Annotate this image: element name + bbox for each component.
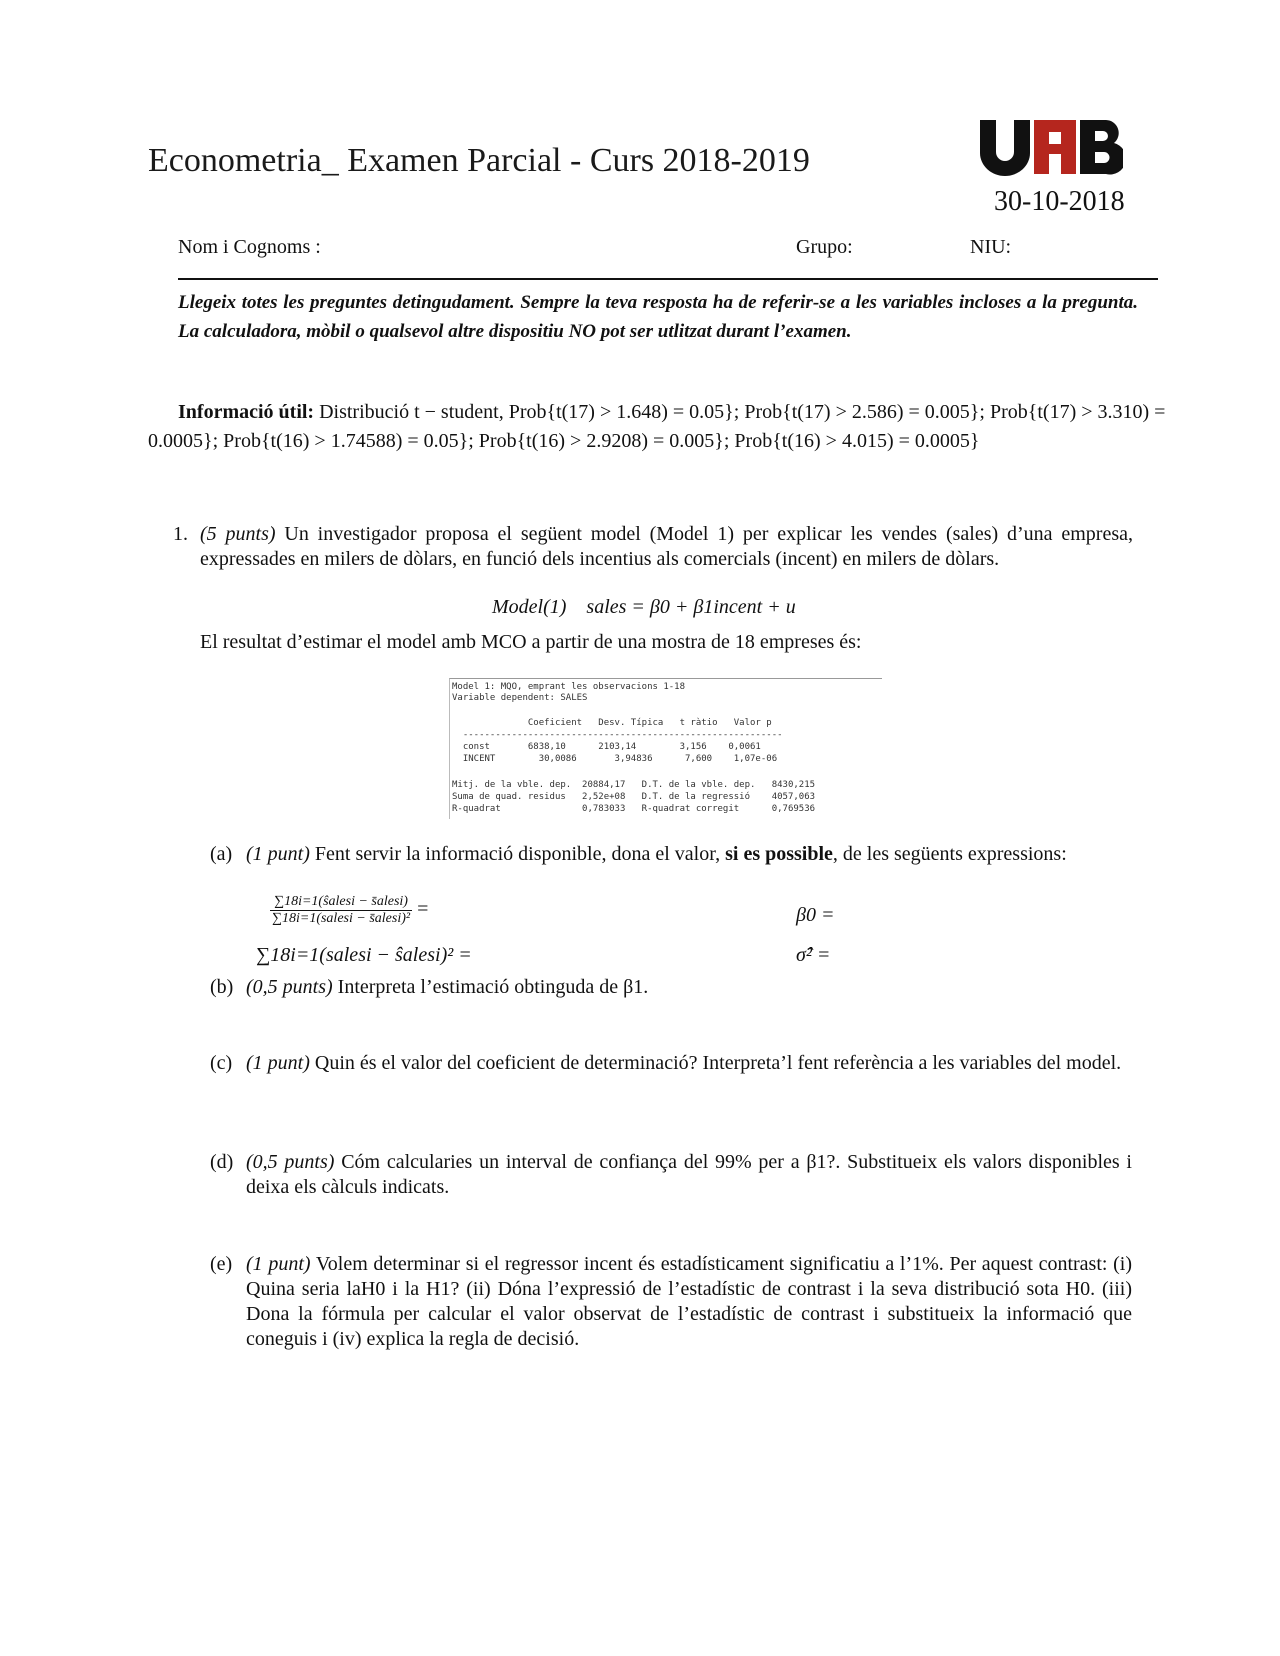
- exam-date: 30-10-2018: [994, 186, 1125, 217]
- output-col-headers: Coeficient Desv. Típica t ràtio Valor p: [452, 718, 772, 728]
- subquestion-b: [210, 975, 1132, 1000]
- formula-r2-ratio: [270, 894, 428, 927]
- output-row-const: const 6838,10 2103,14 3,156 0,0061: [452, 742, 761, 752]
- subquestion-label: (b): [210, 976, 234, 998]
- niu-field-label: NIU:: [970, 236, 1012, 258]
- question-text: Un investigador proposa el següent model (Model 1) per explicar les vendes (sales) d’una empresa, expressades en milers de dòlars, en funció dels incentius als comercials (incent) en milers de dòlars.: [200, 523, 1134, 570]
- exam-instructions: Llegeix totes les preguntes detingudament. Sempre la teva resposta ha de referir-se a les variables incloses a la pregunta. La calculadora, mòbil o qualsevol altre dispositiu NO pot ser utlitzat durant l’examen.: [178, 292, 1138, 342]
- subquestion-label: (e): [210, 1253, 233, 1275]
- subquestion-bold-text: si es possible: [725, 843, 833, 865]
- output-stats-3: R-quadrat 0,783033 R-quadrat corregit 0,769536: [452, 804, 816, 814]
- question-1: [173, 522, 1133, 572]
- exam-title: Econometria_ Examen Parcial - Curs 2018-2019: [148, 142, 810, 179]
- subquestion-text: Interpreta l’estimació obtinguda de β1.: [337, 976, 649, 998]
- useful-info-label: Informació útil:: [178, 401, 315, 423]
- output-stats-2: Suma de quad. residus 2,52e+08 D.T. de la regressió 4057,063: [452, 792, 816, 802]
- subquestion-d: [210, 1150, 1132, 1200]
- subquestion-points: (1 punt): [246, 1052, 310, 1074]
- formula-beta0: β0 =: [796, 904, 835, 926]
- subquestion-points: (1 punt): [246, 843, 310, 865]
- ratio-numerator: ∑18i=1(ŝalesi − s̄alesi): [270, 894, 412, 911]
- output-stats-1: Mitj. de la vble. dep. 20884,17 D.T. de la vble. dep. 8430,215: [452, 780, 816, 790]
- question-points: (5 punts): [200, 523, 276, 545]
- subquestion-label: (a): [210, 843, 233, 865]
- subquestion-label: (d): [210, 1151, 234, 1173]
- group-field-label: Grupo:: [796, 236, 853, 258]
- subquestion-text: Fent servir la informació disponible, dona el valor,: [314, 843, 721, 865]
- uab-logo: [978, 118, 1123, 176]
- output-row-incent: INCENT 30,0086 3,94836 7,600 1,07e-06: [452, 754, 778, 764]
- output-line-depvar: Variable dependent: SALES: [452, 693, 588, 703]
- subquestion-points: (0,5 punts): [246, 976, 333, 998]
- regression-output: [449, 678, 882, 819]
- subquestion-text: Volem determinar si el regressor incent és estadísticament significatiu a l’1%. Per aquest contrast: (i) Quina seria laH0 i la H1? (ii) Dóna l’expressió de l’estadístic de contrast i la seva distribució sota H0. (iii) Dona la fórmula per calcular el valor observat de l’estadístic de contrast i substitueix la informació que coneguis i (iv) explica la regla de decisió.: [246, 1253, 1132, 1350]
- model-equation: [492, 596, 796, 619]
- useful-info: [148, 398, 1208, 456]
- model-formula: sales = β0 + β1incent + u: [586, 596, 796, 618]
- subquestion-e: [210, 1252, 1132, 1352]
- subquestion-points: (0,5 punts): [246, 1151, 335, 1173]
- subquestion-points: (1 punt): [246, 1253, 311, 1275]
- subquestion-c: [210, 1051, 1132, 1076]
- header-divider: [178, 278, 1158, 280]
- logo-text: UAB: [978, 118, 981, 119]
- subquestion-text-after: , de les següents expressions:: [832, 843, 1067, 865]
- model-name: Model(1): [492, 596, 567, 618]
- result-intro: El resultat d’estimar el model amb MCO a partir de una mostra de 18 empreses és:: [200, 631, 862, 653]
- question-number: 1.: [173, 523, 188, 545]
- output-line-model: Model 1: MQO, emprant les observacions 1-18: [452, 682, 685, 692]
- subquestion-label: (c): [210, 1052, 233, 1074]
- subquestion-a: [210, 842, 1132, 867]
- ratio-equals: =: [417, 898, 429, 921]
- useful-info-text: Distribució t − student, Prob{t(17) > 1.648) = 0.05}; Prob{t(17) > 2.586) = 0.005}; Prob{t(17) > 3.310) = 0.0005}; Prob{t(16) > 1.74588) = 0.05}; Prob{t(16) > 2.9208) = 0.005}; Prob{t(16) > 4.015) = 0.0005}: [148, 401, 1166, 452]
- output-separator: -----------------------------------------------------------: [452, 730, 783, 740]
- formula-sigma2: σ̂² =: [796, 944, 831, 966]
- subquestion-text: Cóm calcularies un interval de confiança del 99% per a β1?. Substitueix els valors disponibles i deixa els càlculs indicats.: [246, 1151, 1132, 1198]
- name-field-label: Nom i Cognoms :: [178, 236, 321, 258]
- formula-sum-residuals: ∑18i=1(salesi − ŝalesi)² =: [256, 944, 472, 966]
- ratio-denominator: ∑18i=1(salesi − s̄alesi)²: [272, 911, 411, 926]
- subquestion-text: Quin és el valor del coeficient de determinació? Interpreta’l fent referència a les variables del model.: [314, 1052, 1122, 1074]
